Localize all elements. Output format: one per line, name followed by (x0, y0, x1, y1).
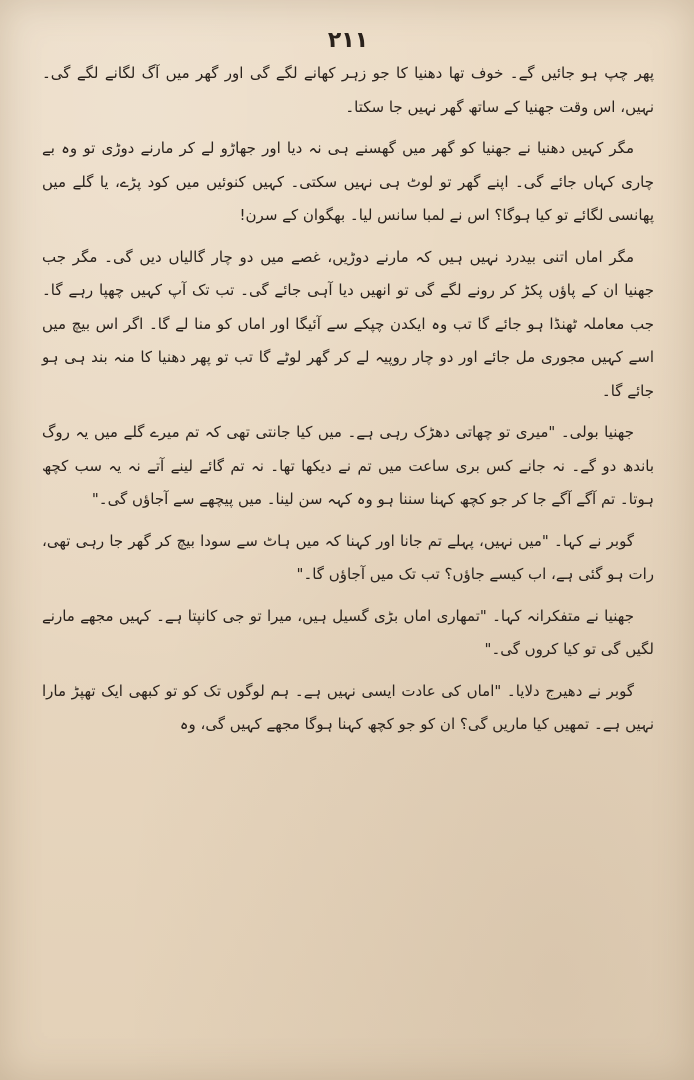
paragraph: پھر چپ ہو جائیں گے۔ خوف تھا دھنیا کا جو زہر کھانے لگے گی اور گھر میں آگ لگانے لگے گی۔ نہیں، اس وقت جھنیا کے ساتھ گھر نہیں جا سکتا۔ (42, 64, 654, 116)
paragraph: مگر اماں اتنی بیدرد نہیں ہیں کہ مارنے دوڑیں، غصے میں دو چار گالیاں دیں گی۔ مگر جب جھنیا ان کے پاؤں پکڑ کر رونے لگے گی تو انھیں دیا آہی جائے گی۔ تب تک آپ کہیں چھپا رہے گا۔ جب معاملہ ٹھنڈا ہو جائے گا تب وہ ایکدن چپکے سے آئیگا اور اماں کو منا لے گا۔ اگر اس بیچ میں اسے کہیں مجوری مل جائے اور دو چار روپیہ لے کر گھر لوٹے گا تب تو پھر دھنیا کا منہ بند ہی ہو جائے گا۔ (42, 247, 654, 400)
page-number: ۲۱۱ (327, 28, 369, 53)
page-body (42, 57, 654, 742)
paragraph: گوبر نے دھیرج دلایا۔ "اماں کی عادت ایسی نہیں ہے۔ ہم لوگوں تک کو تو کبھی ایک تھپڑ مارا نہیں ہے۔ تمھیں کیا ماریں گی؟ ان کو جو کچھ کہنا ہوگا مجھے کہیں گی، وہ (42, 681, 654, 733)
paragraph: مگر کہیں دھنیا نے جھنیا کو گھر میں گھسنے ہی نہ دیا اور جھاڑو لے کر مارنے دوڑی تو وہ بے چاری کہاں جائے گی۔ اپنے گھر تو لوٹ ہی نہیں سکتی۔ کہیں کنوئیں میں کود پڑے، یا گلے میں پھانسی لگائے تو کیا ہوگا؟ اس نے لمبا سانس لیا۔ بھگوان کے سرن! (42, 139, 654, 224)
paragraph: گوبر نے کہا۔ "میں نہیں، پہلے تم جانا اور کہنا کہ میں ہاٹ سے سودا بیچ کر گھر جا رہی تھی، رات ہو گئی ہے، اب کیسے جاؤں؟ تب تک میں آجاؤں گا۔" (42, 531, 654, 583)
paragraph: جھنیا بولی۔ "میری تو چھاتی دھڑک رہی ہے۔ میں کیا جانتی تھی کہ تم میرے گلے میں یہ روگ باندھ دو گے۔ نہ جانے کس بری ساعت میں تم نے دیکھا تھا۔ نہ تم گائے لینے آتے نہ یہ سب کچھ ہوتا۔ تم آگے آگے جا کر جو کچھ کہنا سننا ہو وہ کہہ سن لینا۔ میں پیچھے سے آجاؤں گی۔" (42, 423, 654, 508)
paragraph: جھنیا نے متفکرانہ کہا۔ "تمھاری اماں بڑی گسیل ہیں، میرا تو جی کانپتا ہے۔ کہیں مجھے مارنے لگیں گی تو کیا کروں گی۔" (42, 606, 654, 658)
